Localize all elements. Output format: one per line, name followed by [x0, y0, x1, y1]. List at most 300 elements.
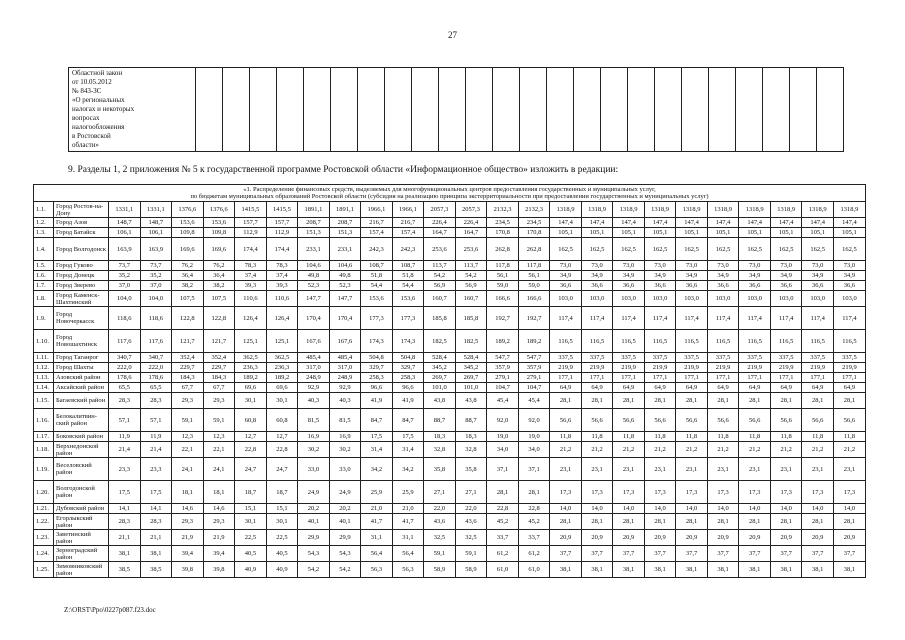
value-cell: 337,5 [833, 353, 865, 363]
value-cell: 122,8 [203, 307, 235, 330]
value-cell: 28,1 [676, 393, 708, 409]
value-cell: 184,3 [172, 373, 204, 383]
value-cell: 21,1 [140, 530, 172, 546]
value-cell: 36,6 [833, 281, 865, 291]
value-cell: 219,9 [613, 363, 645, 373]
table-row [34, 238, 866, 261]
value-cell: 337,5 [581, 353, 613, 363]
empty-cell [331, 68, 358, 152]
empty-cell [277, 68, 304, 152]
value-cell: 14,0 [644, 504, 676, 514]
value-cell: 29,9 [329, 530, 361, 546]
value-cell: 59,0 [518, 281, 550, 291]
value-cell: 104,6 [329, 261, 361, 271]
value-cell: 51,8 [361, 271, 393, 281]
value-cell: 37,4 [266, 271, 298, 281]
value-cell: 54,2 [298, 562, 330, 578]
value-cell: 226,4 [455, 218, 487, 228]
value-cell: 60,8 [235, 409, 267, 432]
value-cell: 528,4 [455, 353, 487, 363]
municipality-name-cell: Город Таганрог [54, 353, 109, 363]
value-cell: 117,4 [581, 307, 613, 330]
value-cell: 21,2 [676, 442, 708, 458]
value-cell: 105,1 [550, 228, 582, 238]
value-cell: 73,7 [109, 261, 141, 271]
value-cell: 192,7 [518, 307, 550, 330]
municipality-name-cell: Заветинский район [54, 530, 109, 546]
value-cell: 73,0 [707, 261, 739, 271]
value-cell: 28,1 [833, 393, 865, 409]
value-cell: 23,1 [707, 458, 739, 481]
value-cell: 21,4 [140, 442, 172, 458]
value-cell: 30,1 [266, 393, 298, 409]
value-cell: 56,3 [392, 562, 424, 578]
row-index-cell: 1.9. [34, 307, 54, 330]
value-cell: 117,4 [613, 307, 645, 330]
value-cell: 54,4 [361, 281, 393, 291]
value-cell: 170,4 [329, 307, 361, 330]
law-reference-line: от 10.05.2012 [72, 78, 112, 86]
value-cell: 189,2 [235, 373, 267, 383]
value-cell: 147,4 [581, 218, 613, 228]
table-row [34, 363, 866, 373]
value-cell: 23,1 [802, 458, 834, 481]
value-cell: 54,3 [298, 546, 330, 562]
value-cell: 17,5 [392, 432, 424, 442]
value-cell: 28,3 [109, 393, 141, 409]
row-index-cell: 1.16. [34, 409, 54, 432]
empty-cell [304, 68, 331, 152]
value-cell: 34,9 [581, 271, 613, 281]
value-cell: 36,6 [581, 281, 613, 291]
value-cell: 177,1 [707, 373, 739, 383]
value-cell: 69,6 [266, 383, 298, 393]
value-cell: 147,7 [298, 291, 330, 307]
value-cell: 103,0 [833, 291, 865, 307]
value-cell: 65,5 [140, 383, 172, 393]
value-cell: 184,3 [203, 373, 235, 383]
value-cell: 38,5 [140, 562, 172, 578]
value-cell: 103,0 [676, 291, 708, 307]
value-cell: 17,3 [581, 481, 613, 504]
value-cell: 31,4 [392, 442, 424, 458]
value-cell: 117,4 [644, 307, 676, 330]
municipality-name-cell: Белокалитвин-ский район [54, 409, 109, 432]
value-cell: 177,1 [833, 373, 865, 383]
table-row [34, 202, 866, 218]
value-cell: 37,7 [770, 546, 802, 562]
value-cell: 40,3 [298, 393, 330, 409]
value-cell: 56,6 [833, 409, 865, 432]
value-cell: 29,3 [203, 393, 235, 409]
value-cell: 279,1 [518, 373, 550, 383]
table-row [34, 432, 866, 442]
value-cell: 177,3 [361, 307, 393, 330]
value-cell: 248,9 [329, 373, 361, 383]
value-cell: 17,3 [833, 481, 865, 504]
value-cell: 177,1 [644, 373, 676, 383]
value-cell: 56,1 [518, 271, 550, 281]
value-cell: 108,7 [361, 261, 393, 271]
value-cell: 174,4 [235, 238, 267, 261]
value-cell: 61,0 [487, 562, 519, 578]
law-reference-line: вопросах [72, 114, 100, 122]
value-cell: 18,1 [203, 481, 235, 504]
value-cell: 192,7 [487, 307, 519, 330]
table-row [34, 393, 866, 409]
value-cell: 39,3 [235, 281, 267, 291]
value-cell: 73,7 [140, 261, 172, 271]
municipality-name-cell: Зерноградский район [54, 546, 109, 562]
value-cell: 105,1 [802, 228, 834, 238]
value-cell: 177,1 [739, 373, 771, 383]
value-cell: 40,5 [266, 546, 298, 562]
value-cell: 25,9 [392, 481, 424, 504]
value-cell: 73,0 [644, 261, 676, 271]
table-caption-row [34, 185, 866, 202]
value-cell: 23,1 [676, 458, 708, 481]
value-cell: 37,7 [581, 546, 613, 562]
value-cell: 37,7 [613, 546, 645, 562]
table-row [34, 409, 866, 432]
value-cell: 78,3 [266, 261, 298, 271]
value-cell: 21,1 [109, 530, 141, 546]
value-cell: 20,9 [739, 530, 771, 546]
empty-cell [817, 68, 844, 152]
value-cell: 56,6 [739, 409, 771, 432]
value-cell: 43,8 [424, 393, 456, 409]
value-cell: 1318,9 [770, 202, 802, 218]
value-cell: 73,0 [550, 261, 582, 271]
value-cell: 64,9 [613, 383, 645, 393]
value-cell: 14,0 [833, 504, 865, 514]
value-cell: 153,6 [203, 218, 235, 228]
value-cell: 1318,9 [802, 202, 834, 218]
value-cell: 162,5 [613, 238, 645, 261]
value-cell: 64,9 [581, 383, 613, 393]
value-cell: 253,6 [424, 238, 456, 261]
value-cell: 33,7 [487, 530, 519, 546]
value-cell: 103,0 [550, 291, 582, 307]
value-cell: 57,1 [109, 409, 141, 432]
law-reference-line: налогах и некоторых [72, 105, 135, 113]
value-cell: 14,0 [770, 504, 802, 514]
value-cell: 23,1 [739, 458, 771, 481]
value-cell: 21,2 [644, 442, 676, 458]
value-cell: 547,7 [487, 353, 519, 363]
value-cell: 17,5 [361, 432, 393, 442]
value-cell: 269,7 [424, 373, 456, 383]
value-cell: 38,1 [644, 562, 676, 578]
row-index-cell: 1.3. [34, 228, 54, 238]
value-cell: 37,7 [802, 546, 834, 562]
value-cell: 208,7 [298, 218, 330, 228]
value-cell: 34,2 [392, 458, 424, 481]
empty-cell [466, 68, 493, 152]
value-cell: 14,0 [739, 504, 771, 514]
value-cell: 35,2 [109, 271, 141, 281]
value-cell: 14,0 [707, 504, 739, 514]
table-row [34, 218, 866, 228]
value-cell: 170,8 [518, 228, 550, 238]
value-cell: 1966,1 [392, 202, 424, 218]
value-cell: 64,9 [802, 383, 834, 393]
value-cell: 110,6 [235, 291, 267, 307]
value-cell: 121,7 [203, 330, 235, 353]
value-cell: 40,3 [329, 393, 361, 409]
value-cell: 103,0 [581, 291, 613, 307]
value-cell: 67,7 [172, 383, 204, 393]
municipality-name-cell: Город Зверево [54, 281, 109, 291]
value-cell: 1318,9 [550, 202, 582, 218]
value-cell: 1318,9 [644, 202, 676, 218]
value-cell: 14,0 [802, 504, 834, 514]
municipality-name-cell: Город Батайск [54, 228, 109, 238]
value-cell: 73,0 [613, 261, 645, 271]
value-cell: 28,1 [581, 514, 613, 530]
value-cell: 104,6 [298, 261, 330, 271]
value-cell: 118,6 [109, 307, 141, 330]
value-cell: 37,7 [739, 546, 771, 562]
value-cell: 20,9 [550, 530, 582, 546]
value-cell: 116,5 [802, 330, 834, 353]
value-cell: 17,3 [676, 481, 708, 504]
value-cell: 18,3 [424, 432, 456, 442]
value-cell: 28,1 [550, 514, 582, 530]
value-cell: 21,2 [833, 442, 865, 458]
value-cell: 116,5 [550, 330, 582, 353]
value-cell: 56,6 [581, 409, 613, 432]
value-cell: 22,8 [266, 442, 298, 458]
value-cell: 20,9 [644, 530, 676, 546]
value-cell: 169,6 [203, 238, 235, 261]
value-cell: 262,8 [487, 238, 519, 261]
value-cell: 54,2 [424, 271, 456, 281]
value-cell: 38,1 [550, 562, 582, 578]
municipality-name-cell: Город Волгодонск [54, 238, 109, 261]
value-cell: 28,1 [833, 514, 865, 530]
value-cell: 185,8 [455, 307, 487, 330]
value-cell: 103,0 [802, 291, 834, 307]
value-cell: 104,0 [140, 291, 172, 307]
value-cell: 121,7 [172, 330, 204, 353]
value-cell: 29,3 [172, 393, 204, 409]
value-cell: 126,4 [235, 307, 267, 330]
table-row [34, 281, 866, 291]
value-cell: 117,8 [487, 261, 519, 271]
value-cell: 147,4 [676, 218, 708, 228]
value-cell: 73,0 [739, 261, 771, 271]
value-cell: 43,8 [455, 393, 487, 409]
value-cell: 116,5 [707, 330, 739, 353]
row-index-cell: 1.23. [34, 530, 54, 546]
municipality-name-cell: Багаевский район [54, 393, 109, 409]
value-cell: 31,1 [392, 530, 424, 546]
table-row [34, 353, 866, 363]
value-cell: 64,9 [833, 383, 865, 393]
value-cell: 28,1 [487, 481, 519, 504]
value-cell: 64,9 [644, 383, 676, 393]
value-cell: 219,9 [676, 363, 708, 373]
value-cell: 14,1 [140, 504, 172, 514]
value-cell: 39,8 [203, 562, 235, 578]
value-cell: 153,6 [361, 291, 393, 307]
value-cell: 20,9 [676, 530, 708, 546]
value-cell: 229,7 [203, 363, 235, 373]
value-cell: 40,9 [235, 562, 267, 578]
value-cell: 12,7 [266, 432, 298, 442]
value-cell: 34,9 [676, 271, 708, 281]
municipality-name-cell: Верхнедонской район [54, 442, 109, 458]
value-cell: 106,1 [109, 228, 141, 238]
value-cell: 24,1 [203, 458, 235, 481]
value-cell: 160,7 [424, 291, 456, 307]
empty-cell [736, 68, 763, 152]
value-cell: 32,8 [424, 442, 456, 458]
value-cell: 189,2 [266, 373, 298, 383]
value-cell: 54,2 [455, 271, 487, 281]
value-cell: 73,0 [802, 261, 834, 271]
row-index-cell: 1.11. [34, 353, 54, 363]
municipality-name-cell: Аксайский район [54, 383, 109, 393]
value-cell: 21,2 [613, 442, 645, 458]
value-cell: 253,6 [455, 238, 487, 261]
value-cell: 38,1 [770, 562, 802, 578]
value-cell: 116,5 [676, 330, 708, 353]
value-cell: 37,0 [140, 281, 172, 291]
value-cell: 28,1 [770, 514, 802, 530]
value-cell: 41,9 [361, 393, 393, 409]
empty-cell [250, 68, 277, 152]
value-cell: 157,4 [361, 228, 393, 238]
value-cell: 45,2 [487, 514, 519, 530]
value-cell: 14,6 [172, 504, 204, 514]
value-cell: 28,1 [518, 481, 550, 504]
table-row [34, 458, 866, 481]
value-cell: 24,7 [266, 458, 298, 481]
value-cell: 34,9 [833, 271, 865, 281]
value-cell: 59,1 [203, 409, 235, 432]
value-cell: 178,6 [140, 373, 172, 383]
value-cell: 279,1 [487, 373, 519, 383]
value-cell: 528,4 [424, 353, 456, 363]
value-cell: 16,9 [298, 432, 330, 442]
value-cell: 189,2 [518, 330, 550, 353]
value-cell: 35,8 [455, 458, 487, 481]
value-cell: 105,1 [739, 228, 771, 238]
value-cell: 162,5 [676, 238, 708, 261]
page-number: 27 [448, 30, 457, 40]
value-cell: 20,2 [329, 504, 361, 514]
empty-cell [628, 68, 655, 152]
value-cell: 28,1 [739, 393, 771, 409]
value-cell: 14,0 [613, 504, 645, 514]
value-cell: 58,9 [455, 562, 487, 578]
municipality-name-cell: Город Донецк [54, 271, 109, 281]
value-cell: 39,3 [266, 281, 298, 291]
table-caption-line-1: «1. Распределение финансовых средств, выделяемых для многофункциональных центров предоставления государственных и муниципальных услуг, [243, 186, 656, 193]
law-reference-line: «О региональных [72, 96, 125, 104]
value-cell: 17,3 [550, 481, 582, 504]
value-cell: 58,9 [424, 562, 456, 578]
value-cell: 163,9 [140, 238, 172, 261]
value-cell: 164,7 [424, 228, 456, 238]
row-index-cell: 1.22. [34, 514, 54, 530]
value-cell: 147,4 [644, 218, 676, 228]
value-cell: 31,4 [361, 442, 393, 458]
value-cell: 166,6 [487, 291, 519, 307]
value-cell: 504,8 [392, 353, 424, 363]
value-cell: 73,0 [676, 261, 708, 271]
table-row [34, 373, 866, 383]
value-cell: 27,1 [424, 481, 456, 504]
value-cell: 242,3 [392, 238, 424, 261]
value-cell: 34,9 [613, 271, 645, 281]
row-index-cell: 1.25. [34, 562, 54, 578]
row-index-cell: 1.4. [34, 238, 54, 261]
value-cell: 56,6 [802, 409, 834, 432]
value-cell: 262,8 [518, 238, 550, 261]
value-cell: 34,0 [487, 442, 519, 458]
value-cell: 337,5 [739, 353, 771, 363]
value-cell: 30,2 [329, 442, 361, 458]
value-cell: 317,0 [298, 363, 330, 373]
law-reference-line: области» [72, 141, 99, 149]
value-cell: 113,7 [455, 261, 487, 271]
value-cell: 174,3 [361, 330, 393, 353]
value-cell: 28,1 [802, 393, 834, 409]
value-cell: 106,1 [140, 228, 172, 238]
value-cell: 29,9 [298, 530, 330, 546]
value-cell: 163,9 [109, 238, 141, 261]
value-cell: 160,7 [455, 291, 487, 307]
section-heading: 9. Разделы 1, 2 приложения № 5 к государственной программе Ростовской области «Информационное общество» изложить в редакции: [68, 165, 619, 175]
value-cell: 147,4 [613, 218, 645, 228]
table-row [34, 562, 866, 578]
value-cell: 340,7 [109, 353, 141, 363]
value-cell: 229,7 [172, 363, 204, 373]
value-cell: 116,5 [833, 330, 865, 353]
value-cell: 30,2 [298, 442, 330, 458]
value-cell: 226,4 [424, 218, 456, 228]
row-index-cell: 1.7. [34, 281, 54, 291]
table-caption-line-2: по бюджетам муниципальных образований Ростовской области (субсидия на реализацию принципа экстерриториальности при предоставлении государственных и муниципальных услуг) [190, 193, 709, 200]
value-cell: 117,6 [109, 330, 141, 353]
value-cell: 11,8 [550, 432, 582, 442]
value-cell: 21,2 [739, 442, 771, 458]
value-cell: 21,2 [550, 442, 582, 458]
value-cell: 177,1 [770, 373, 802, 383]
municipality-name-cell: Город Гуково [54, 261, 109, 271]
value-cell: 20,9 [833, 530, 865, 546]
value-cell: 2057,3 [424, 202, 456, 218]
value-cell: 329,7 [392, 363, 424, 373]
value-cell: 151,3 [298, 228, 330, 238]
value-cell: 117,4 [802, 307, 834, 330]
value-cell: 112,9 [235, 228, 267, 238]
value-cell: 21,2 [581, 442, 613, 458]
value-cell: 65,5 [109, 383, 141, 393]
row-index-cell: 1.21. [34, 504, 54, 514]
value-cell: 20,9 [707, 530, 739, 546]
value-cell: 11,8 [802, 432, 834, 442]
value-cell: 19,0 [518, 432, 550, 442]
value-cell: 148,7 [109, 218, 141, 228]
value-cell: 45,2 [518, 514, 550, 530]
value-cell: 170,4 [298, 307, 330, 330]
value-cell: 258,3 [392, 373, 424, 383]
value-cell: 22,1 [172, 442, 204, 458]
